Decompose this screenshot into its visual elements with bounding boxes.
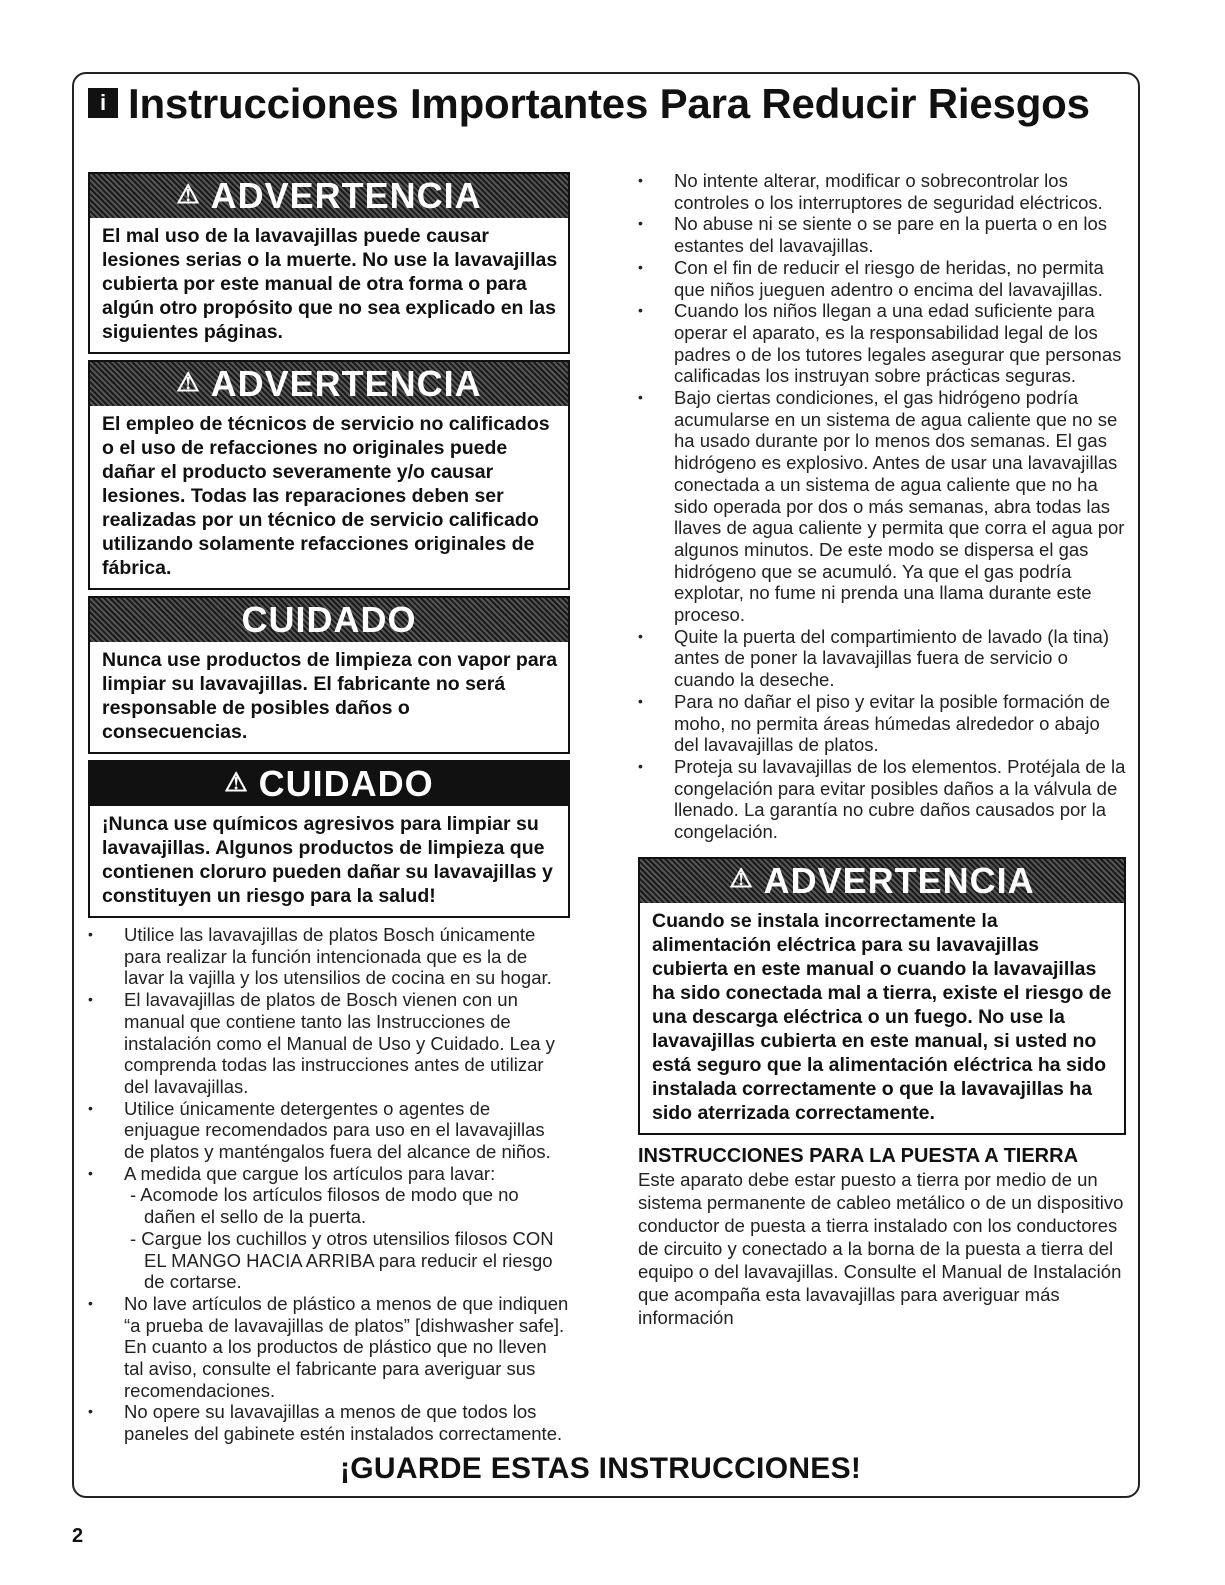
safety-list bbox=[88, 924, 570, 1445]
warning-text: Cuando se instala incorrectamente la alimentación eléctrica para su lavavajillas cubierta en este manual o cuando la lavavajillas ha sido conectada mal a tierra, existe el riesgo de una descarga eléctrica o un fuego. No use la lavavajillas cubierta en este manual, si usted no está seguro que la alimentación eléctrica ha sido instalada correctamente o que la lavavajillas ha sido aterrizada correctamente. bbox=[652, 909, 1112, 1124]
warning-header: ⚠ ADVERTENCIA bbox=[90, 362, 568, 406]
caution-text: Nunca use productos de limpieza con vapor para limpiar su lavavajillas. El fabricante no será responsable de posibles daños o consecuencias. bbox=[102, 649, 558, 743]
sub-list-item: - Acomode los artículos filosos de modo que no dañen el sello de la puerta. bbox=[130, 1184, 519, 1228]
warning-triangle-icon: ⚠ bbox=[176, 178, 201, 209]
caution-box bbox=[88, 596, 570, 754]
warning-text: El mal uso de la lavavajillas puede causar lesiones serias o la muerte. No use la lavavajillas cubierta por este manual de otra forma o para algún otro propósito que no sea explicado en las siguientes páginas. bbox=[102, 225, 558, 343]
list-item: • Utilice únicamente detergentes o agentes de enjuague recomendados para uso en el lavavajillas de platos y manténgalos fuera del alcance de niños. bbox=[88, 1098, 570, 1163]
list-item: • No lave artículos de plástico a menos de que indiquen “a prueba de lavavajillas de platos” [dishwasher safe]. En cuanto a los productos de plástico que no lleven tal aviso, consulte el fabricante para averiguar sus recomendaciones. bbox=[88, 1293, 570, 1402]
list-item: • Utilice las lavavajillas de platos Bosch únicamente para realizar la función intencionada que es la de lavar la vajilla y los utensilios de cocina en su hogar. bbox=[88, 924, 570, 989]
list-item: • Proteja su lavavajillas de los elementos. Protéjala de la congelación para evitar posibles daños a la válvula de llenado. La garantía no cubre daños causados por la congelación. bbox=[638, 756, 1126, 843]
warning-box bbox=[88, 172, 570, 354]
warning-text: El empleo de técnicos de servicio no calificados o el uso de refacciones no originales puede dañar el producto severamente y/o causar lesiones. Todas las reparaciones deben ser realizadas por un técnico de servicio calificado utilizando solamente refacciones originales de fábrica. bbox=[102, 413, 550, 579]
warning-box bbox=[638, 857, 1126, 1135]
caution-header: ⚠ CUIDADO bbox=[90, 762, 568, 806]
warning-header: ⚠ ADVERTENCIA bbox=[90, 174, 568, 218]
warning-box bbox=[88, 360, 570, 590]
caution-header: CUIDADO bbox=[90, 598, 568, 642]
page-number: 2 bbox=[72, 1525, 84, 1547]
list-item: • No intente alterar, modificar o sobrecontrolar los controles o los interruptores de seguridad eléctricos. bbox=[638, 170, 1126, 213]
list-item: • El lavavajillas de platos de Bosch vienen con un manual que contiene tanto las Instrucciones de instalación como el Manual de Uso y Cuidado. Lea y comprenda todas las instrucciones antes de utilizar del lavavajillas. bbox=[88, 989, 570, 1098]
safety-list bbox=[638, 170, 1126, 843]
warning-triangle-icon: ⚠ bbox=[176, 366, 201, 397]
warning-header: ⚠ ADVERTENCIA bbox=[640, 859, 1124, 903]
page-title bbox=[88, 80, 1090, 128]
caution-box bbox=[88, 760, 570, 918]
list-item: • No opere su lavavajillas a menos de que todos los paneles del gabinete estén instalados correctamente. bbox=[88, 1401, 570, 1444]
section-text: Este aparato debe estar puesto a tierra por medio de un sistema permanente de cableo metálico o de un dispositivo conductor de puesta a tierra instalado con los conductores de circuito y conectado a la borna de la puesta a tierra del equipo o del lavavajillas. Consulte el Manual de Instalación que acompaña esta lavavajillas para averiguar más información bbox=[638, 1168, 1124, 1328]
list-item: • Quite la puerta del compartimiento de lavado (la tina) antes de poner la lavavajillas fuera de servicio o cuando la deseche. bbox=[638, 626, 1126, 691]
list-item: • Con el fin de reducir el riesgo de heridas, no permita que niños jueguen adentro o encima del lavavajillas. bbox=[638, 257, 1126, 300]
list-item-text: • A medida que cargue los artículos para lavar: bbox=[124, 1162, 496, 1184]
sub-list-item: - Cargue los cuchillos y otros utensilios filosos CON EL MANGO HACIA ARRIBA para reducir el riesgo de cortarse. bbox=[130, 1227, 554, 1293]
left-column bbox=[88, 172, 570, 1445]
list-item: • Para no dañar el piso y evitar la posible formación de moho, no permita áreas húmedas alrededor o abajo del lavavajillas de platos. bbox=[638, 691, 1126, 756]
list-item: • No abuse ni se siente o se pare en la puerta o en los estantes del lavavajillas. bbox=[638, 213, 1126, 256]
list-item: • Cuando los niños llegan a una edad suficiente para operar el aparato, es la responsabilidad legal de los padres o de los tutores legales asegurar que personas calificadas los instruyan sobre prácticas seguras. bbox=[638, 300, 1126, 387]
page-title-text: Instrucciones Importantes Para Reducir Riesgos bbox=[128, 80, 1090, 127]
caution-text: ¡Nunca use químicos agresivos para limpiar su lavavajillas. Algunos productos de limpieza que contienen cloruro pueden dañar su lavavajillas y constituyen un riesgo para la salud! bbox=[102, 813, 553, 907]
section-title: INSTRUCCIONES PARA LA PUESTA A TIERRA bbox=[638, 1144, 1079, 1167]
warning-triangle-icon: ⚠ bbox=[224, 766, 249, 797]
save-instructions-title: ¡GUARDE ESTAS INSTRUCCIONES! bbox=[340, 1452, 862, 1485]
right-column bbox=[638, 170, 1126, 1329]
list-item bbox=[88, 1163, 570, 1293]
warning-triangle-icon: ⚠ bbox=[729, 863, 754, 894]
information-icon: i bbox=[88, 88, 118, 118]
list-item: • Bajo ciertas condiciones, el gas hidrógeno podría acumularse en un sistema de agua caliente que no se ha usado durante por lo menos dos semanas. El gas hidrógeno es explosivo. Antes de usar una lavavajillas conectada a un sistema de agua caliente que no ha sido operada por dos o más semanas, abra todas las llaves de agua caliente y permita que corra el agua por algunos minutos. De este modo se dispersa el gas hidrógeno que se acumuló. Ya que el gas podría explotar, no fume ni prenda una llama durante este proceso. bbox=[638, 387, 1126, 626]
